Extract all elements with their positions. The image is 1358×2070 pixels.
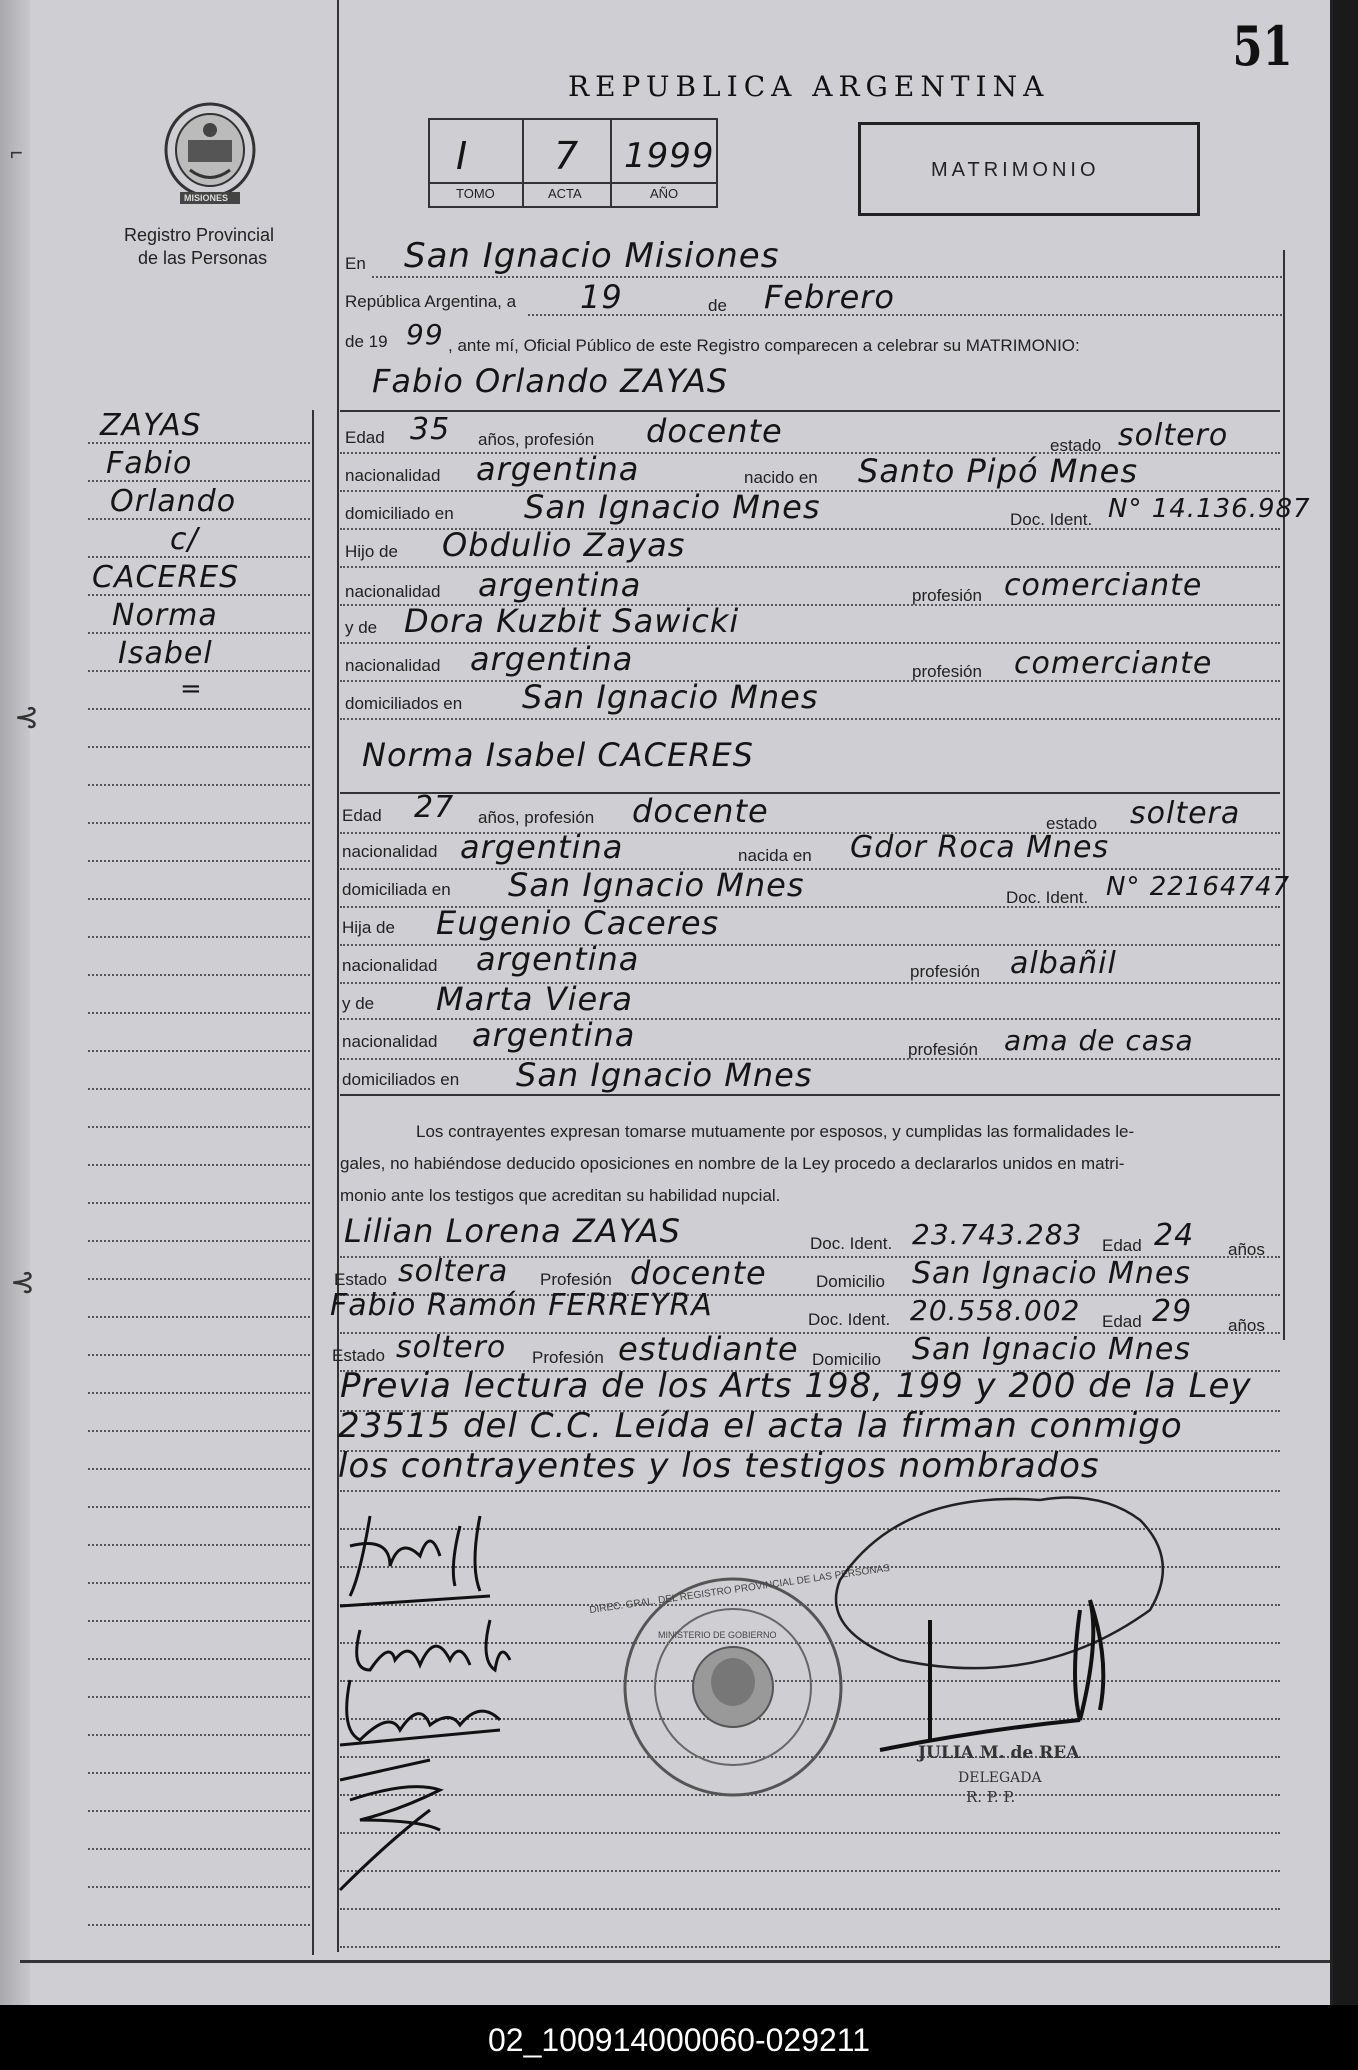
margin-note-2: Fabio [106, 446, 193, 481]
stamp-ring-text: DIREC. GRAL. DEL REGISTRO PROVINCIAL DE LAS PERSONAS [588, 1562, 891, 1617]
declaration-line3: monio ante los testigos que acreditan su habilidad nupcial. [340, 1186, 781, 1205]
groom-mother-nac-label: nacionalidad [345, 656, 441, 675]
stamp-inner-text: MINISTERIO DE GOBIERNO [658, 1630, 777, 1640]
bride-mother-profession: ama de casa [1004, 1024, 1194, 1057]
margin-line [88, 1658, 310, 1660]
margin-line [88, 1240, 310, 1242]
groom-mother-label: y de [345, 618, 378, 637]
margin-line [88, 1164, 310, 1166]
bride-mother-nationality: argentina [472, 1016, 636, 1054]
margin-line [88, 1392, 310, 1394]
binding-clip: ⊰ [14, 701, 40, 734]
bride-name: Norma Isabel CACERES [362, 736, 754, 774]
bride-doc-label: Doc. Ident. [1006, 888, 1089, 907]
witness2-doc-label: Doc. Ident. [808, 1310, 891, 1329]
groom-mother-nationality: argentina [470, 640, 634, 678]
official-office: R. P. P. [966, 1788, 1016, 1806]
marriage-place: San Ignacio Misiones [404, 236, 780, 276]
margin-note-3: Orlando [110, 484, 237, 519]
registry-name-line1: Registro Provincial [124, 225, 275, 245]
margin-line [88, 860, 310, 862]
groom-document: N° 14.136.987 [1108, 494, 1311, 524]
groom-father: Obdulio Zayas [442, 526, 686, 564]
declaration-line1: Los contrayentes expresan tomarse mutuamente por esposos, y cumplidas las formalidades le- [416, 1122, 1135, 1141]
bride-edad-label: Edad [342, 806, 382, 825]
margin-line [88, 1582, 310, 1584]
seal-caption: MISIONES [184, 193, 229, 203]
margin-line [88, 1126, 310, 1128]
margin-line [88, 1544, 310, 1546]
column-divider [1283, 250, 1285, 1340]
column-divider [312, 410, 314, 1955]
bride-nac-label: nacionalidad [342, 842, 438, 861]
witness2-profession: estudiante [618, 1330, 799, 1368]
bride-father-prof-label: profesión [910, 962, 980, 981]
witness1-domicilio-label: Domicilio [816, 1272, 885, 1291]
bride-father-nac-label: nacionalidad [342, 956, 438, 975]
registry-name-line2: de las Personas [138, 248, 268, 268]
groom-father-profession: comerciante [1004, 568, 1203, 603]
margin-line [88, 1924, 310, 1926]
margin-line [88, 1278, 310, 1280]
bride-domicile: San Ignacio Mnes [508, 866, 805, 904]
groom-dom-label: domiciliado en [345, 504, 454, 523]
margin-line [88, 1886, 310, 1888]
bride-mother: Marta Viera [436, 980, 633, 1018]
appear-text: , ante mí, Oficial Público de este Registro comparecen a celebrar su MATRIMONIO: [448, 336, 1080, 355]
margin-line [88, 1202, 310, 1204]
record-type: MATRIMONIO [931, 159, 1100, 181]
witness2-status: soltero [396, 1330, 507, 1365]
groom-father-prof-label: profesión [912, 586, 982, 605]
official-signature [780, 1460, 1200, 1785]
bride-nationality: argentina [460, 828, 624, 866]
margin-line [88, 1696, 310, 1698]
groom-nationality: argentina [476, 450, 640, 488]
bride-mother-nac-label: nacionalidad [342, 1032, 438, 1051]
witness1-name: Lilian Lorena ZAYAS [344, 1212, 681, 1250]
bride-parents-domicile: San Ignacio Mnes [516, 1056, 813, 1094]
margin-line [88, 1734, 310, 1736]
closing-line3: los contrayentes y los testigos nombrados [338, 1446, 1100, 1486]
groom-mother: Dora Kuzbit Sawicki [404, 602, 740, 640]
margin-note-6: Norma [112, 598, 218, 633]
bottom-rule [20, 1960, 1330, 1963]
margin-line [88, 1468, 310, 1470]
margin-line [88, 556, 310, 558]
groom-domicile: San Ignacio Mnes [524, 488, 821, 526]
margin-line [88, 1088, 310, 1090]
witness2-domicile: San Ignacio Mnes [912, 1332, 1191, 1367]
witness2-age: 29 [1152, 1294, 1193, 1329]
margin-line [88, 1354, 310, 1356]
groom-status: soltero [1118, 418, 1229, 453]
bride-age: 27 [414, 790, 455, 825]
declaration-line2: gales, no habiéndose deducido oposiciones en nombre de la Ley procedo a declararlos unidos en matri- [340, 1154, 1125, 1173]
groom-parents-domicile: San Ignacio Mnes [522, 678, 819, 716]
column-divider [337, 0, 339, 1952]
bride-mother-label: y de [342, 994, 375, 1013]
margin-line [88, 898, 310, 900]
bride-status: soltera [1130, 796, 1241, 831]
closing-line2: 23515 del C.C. Leída el acta la firman conmigo [338, 1406, 1183, 1446]
acta-label: ACTA [548, 186, 582, 201]
signature-line [340, 1946, 1280, 1948]
official-name: JULIA M. de REA [918, 1743, 1080, 1763]
witness1-document: 23.743.283 [912, 1218, 1083, 1251]
bride-profession: docente [632, 792, 769, 830]
marriage-year: 99 [406, 318, 444, 351]
tomo-value: I [456, 134, 469, 178]
margin-line [88, 1316, 310, 1318]
groom-mother-prof-label: profesión [912, 662, 982, 681]
year-prefix: de 19 [345, 332, 388, 351]
groom-name: Fabio Orlando ZAYAS [372, 362, 729, 400]
margin-line [88, 1506, 310, 1508]
bride-father-profession: albañil [1010, 946, 1117, 981]
country-title: REPUBLICA ARGENTINA [568, 70, 1050, 103]
margin-line [88, 1012, 310, 1014]
witness1-estado-label: Estado [334, 1270, 387, 1289]
signature-line [340, 1908, 1280, 1910]
marriage-day: 19 [580, 278, 623, 316]
closing-line1: Previa lectura de los Arts 198, 199 y 200 de la Ley [340, 1366, 1252, 1406]
margin-line [88, 974, 310, 976]
margin-line [88, 822, 310, 824]
bride-birthplace: Gdor Roca Mnes [850, 830, 1110, 865]
witness1-doc-label: Doc. Ident. [810, 1234, 893, 1253]
groom-age: 35 [410, 412, 451, 447]
groom-estado-label: estado [1050, 436, 1102, 455]
margin-line [88, 1810, 310, 1812]
groom-nacido-label: nacido en [744, 468, 818, 487]
bride-mother-prof-label: profesión [908, 1040, 978, 1059]
margin-note-8: = [180, 674, 203, 704]
signature-witness-2 [320, 1740, 500, 1905]
tomo-label: TOMO [456, 186, 495, 201]
margin-note-5: CACERES [92, 560, 240, 595]
witness1-status: soltera [398, 1254, 509, 1289]
margin-line [88, 746, 310, 748]
witness2-name: Fabio Ramón FERREYRA [330, 1288, 713, 1323]
bride-estado-label: estado [1046, 814, 1098, 833]
marriage-month: Febrero [764, 278, 895, 316]
official-title: DELEGADA [958, 1770, 1042, 1786]
binding-clip: ⌐ [10, 140, 23, 165]
witness1-profession: docente [630, 1254, 767, 1292]
groom-father-nac-label: nacionalidad [345, 582, 441, 601]
de-label: de [708, 296, 727, 315]
margin-line [88, 1772, 310, 1774]
bride-father-nationality: argentina [476, 940, 640, 978]
bride-father-label: Hija de [342, 918, 395, 937]
margin-note-4: c/ [170, 522, 199, 557]
groom-birthplace: Santo Pipó Mnes [858, 452, 1138, 490]
bride-nacida-label: nacida en [738, 846, 812, 865]
witness2-estado-label: Estado [332, 1346, 385, 1365]
volume-box [428, 118, 718, 208]
groom-doc-label: Doc. Ident. [1010, 510, 1093, 529]
witness2-anos-label: años [1228, 1316, 1265, 1335]
witness2-profesion-label: Profesión [532, 1348, 604, 1367]
witness1-age: 24 [1154, 1218, 1195, 1253]
margin-line [88, 1620, 310, 1622]
margin-note-1: ZAYAS [100, 408, 202, 443]
margin-line [88, 1430, 310, 1432]
record-type-box [858, 122, 1200, 216]
groom-profession: docente [646, 412, 783, 450]
page-number: 51 [1232, 14, 1293, 78]
margin-line [88, 708, 310, 710]
margin-line [88, 936, 310, 938]
groom-profesion-label: años, profesión [478, 430, 595, 449]
republica-label: República Argentina, a [345, 292, 517, 311]
margin-note-7: Isabel [118, 636, 213, 671]
witness1-domicile: San Ignacio Mnes [912, 1256, 1191, 1291]
binding-clip: ⊰ [10, 1266, 36, 1299]
bride-dom-label: domiciliada en [342, 880, 451, 899]
groom-parents-dom-label: domiciliados en [345, 694, 463, 713]
groom-mother-profession: comerciante [1014, 646, 1213, 681]
ano-label: AÑO [650, 186, 679, 201]
margin-line [88, 1050, 310, 1052]
bride-parents-dom-label: domiciliados en [342, 1070, 460, 1089]
ano-value: 1999 [624, 136, 715, 176]
groom-edad-label: Edad [345, 428, 385, 447]
groom-nac-label: nacionalidad [345, 466, 441, 485]
bride-document: N° 22164747 [1106, 872, 1291, 902]
binding-fold [0, 0, 30, 2005]
witness1-anos-label: años [1228, 1240, 1265, 1259]
bride-father: Eugenio Caceres [436, 904, 720, 942]
witness2-document: 20.558.002 [910, 1294, 1081, 1327]
groom-father-nationality: argentina [478, 566, 642, 604]
scan-identifier: 02_100914000060-029211 [487, 2022, 870, 2058]
witness2-edad-label: Edad [1102, 1312, 1142, 1331]
en-label: En [345, 254, 366, 273]
bride-profesion-label: años, profesión [478, 808, 595, 827]
witness1-edad-label: Edad [1102, 1236, 1142, 1255]
acta-value: 7 [554, 134, 580, 178]
groom-father-label: Hijo de [345, 542, 398, 561]
witness2-domicilio-label: Domicilio [812, 1350, 881, 1369]
margin-line [88, 784, 310, 786]
margin-line [88, 1848, 310, 1850]
witness1-profesion-label: Profesión [540, 1270, 612, 1289]
